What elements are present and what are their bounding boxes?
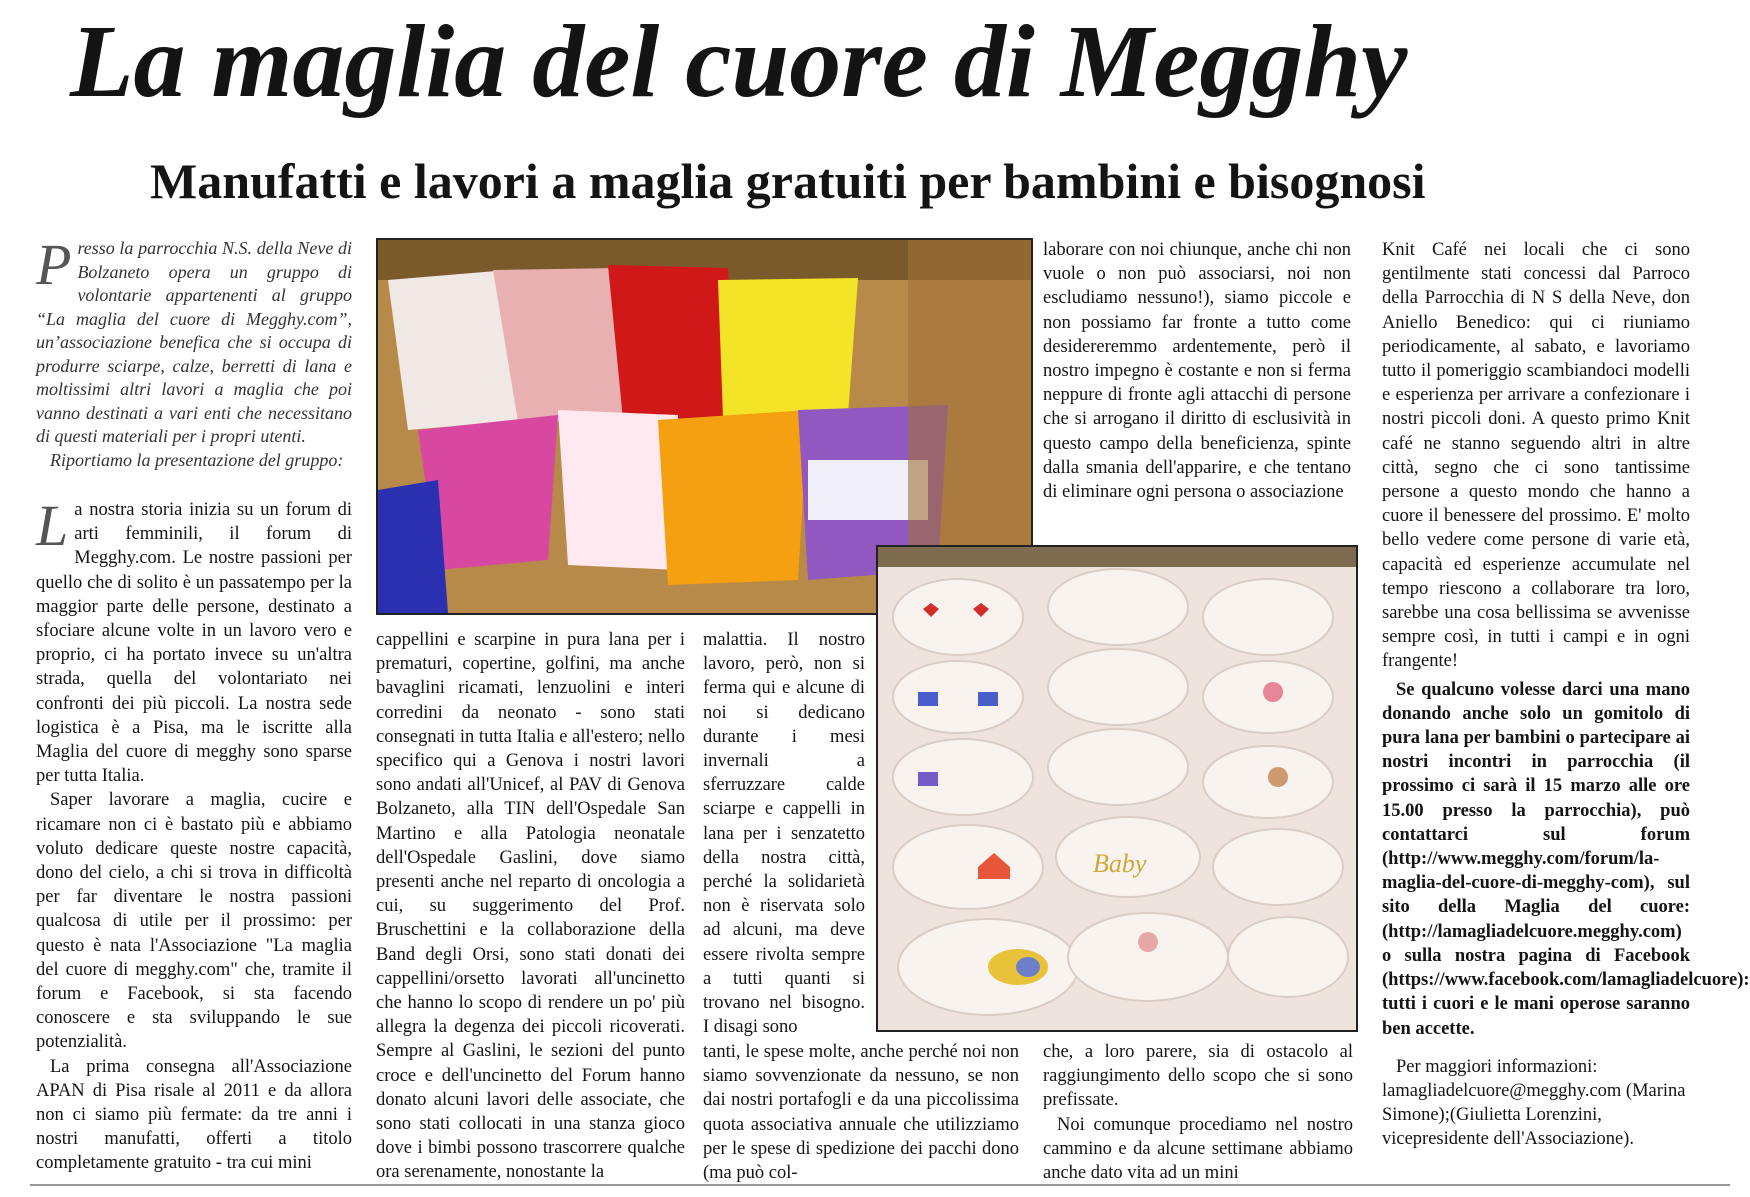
body-paragraph-col3-bottom: tanti, le spese molte, anche perché noi non siamo sovvenzionate da nessuno, se non dai nostri portafogli e da una piccolissima quota associativa annuale che utilizziamo per le spese di spedizione dei pacchi dono (ma può col- [703,1042,1019,1184]
svg-text:Baby: Baby [1093,849,1147,878]
column-3 [703,628,865,1038]
body-paragraph-col3: malattia. Il nostro lavoro, però, non si ferma qui e alcune di noi si dedicano durante i mesi invernali a sferruzzare calde sciarpe e cappelli in lana per i senzatetto della nostra città, perché la solidarietà non è riservata solo ad alcuni, ma deve essere rivolta sempre a tutti quanti si trovano nel bisogno. I disagi sono [703,630,865,1038]
article-subhead: Manufatti e lavori a maglia gratuiti per bambini e bisognosi [150,153,1426,209]
body-paragraph-3: La prima consegna all'Associazione APAN di Pisa risale al 2011 e da allora non ci siamo più fermate: da tre anni i nostri manufatti, offerti a titolo completamente gratuito - tra cui mini [36,1056,352,1174]
body-paragraph-col4-top: laborare con noi chiunque, anche chi non vuole o non può associarsi, noi non escludiamo nessuno!), siamo piccole e non possiamo far fronte a tutto come desidereremmo ardentemente, però il nostro impegno è costante e non si ferma neppure di fronte agli attacchi di persone che si arrogano il diritto di esclusività in questo campo della beneficienza, spinte dalla smania dell'apparire, e che tentano di eliminare ogni persona o associazione [1043,240,1351,503]
column-3-bottom [703,1040,1019,1188]
column-1 [36,232,352,1187]
column-5 [1382,238,1750,1188]
body-paragraph-2: Saper lavorare a maglia, cucire e ricamare non ci è bastato più e abbiamo voluto dedicare queste nostre capacità, dono del cielo, a chi si trova in difficoltà per far diventare le nostra passioni qualcosa di utile per il prossimo: per questo è nata l'Associazione "La maglia del cuore di megghy.com" che, tramite il forum e Facebook, si sta facendo conoscere e sta sviluppando le sue potenzialità. [36,790,352,1053]
body-paragraph-1: La nostra storia inizia su un forum di arti femminili, il forum di Megghy.com. Le nostre passioni per quello che di solito è un passatempo per la maggior parte delle persone, destinato a sfociare alcune volte in un lavoro vero e proprio, ci ha portato invece su un'altra strada, quella del volontariato nei confronti dei più piccoli. La nostra sede logistica è a Pisa, ma le iscritte alla Maglia del cuore di megghy sono sparse per tutta Italia. [36,493,352,787]
embroidered-bibs-photo [876,545,1358,1032]
body-paragraph-col4-bottom-2: Noi comunque procediamo nel nostro cammino e da alcune settimane abbiamo anche dato vita ad un mini [1043,1114,1353,1184]
intro-paragraph-2: Riportiamo la presentazione del gruppo: [50,449,344,470]
intro-paragraph: Presso la parrocchia N.S. della Neve di Bolzaneto opera un gruppo di volontarie appartenenti al gruppo “La maglia del cuore di Megghy.com”, un’associazione benefica che si occupa di produrre sciarpe, calze, berretti di lana e moltissimi altri lavori a maglia che poi vanno destinati a vari enti che necessitano di questi materiali per i propri utenti. [36,232,352,446]
embroidered-bibs-image [878,547,1356,1030]
contacts-paragraph: Per maggiori informazioni: lamagliadelcuore@megghy.com (Marina Simone);(Giulietta Lorenzini, vicepresidente dell'Associazione). [1382,1056,1686,1150]
column-4-top [1043,238,1351,518]
body-paragraph-col5: Knit Café nei locali che ci sono gentilmente stati concessi dal Parroco della Parrocchia di N S della Neve, don Aniello Benedico: qui ci riuniamo periodicamente, al sabato, e lavoriamo tutto il pomeriggio scambiandoci modelli e esperienza per arrivare a confezionare i nostri piccoli doni. A questo primo Knit café ne stanno seguendo altri in altre città, segno che ci sono tantissime persone a questo mondo che hanno a cuore il benessere del prossimo. E' molto bello vedere come persone di varie età, capacità ed esperienze accumulate nel tempo riescono a collaborare tra loro, sarebbe una cosa bellissima se avvenisse sempre così, in tutti i campi e in ogni frangente! [1382,240,1690,672]
column-2 [376,628,685,1188]
bottom-rule [30,1184,1730,1186]
body-paragraph-col4-bottom-1: che, a loro parere, sia di ostacolo al raggiungimento dello scopo che si sono prefissate. [1043,1042,1353,1111]
article-headline: La maglia del cuore di Megghy [70,4,1408,119]
column-4-bottom [1043,1040,1353,1188]
body-paragraph-col5-bold: Se qualcuno volesse darci una mano donando anche solo un gomitolo di pura lana per bambini o partecipare ai nostri incontri in parrocchia (il prossimo ci sarà il 15 marzo alle ore 15.00 presso la parrocchia), può contattarci sul forum (http://www.megghy.com/forum/la-maglia-del-cuore-di-megghy-com), sul sito della Maglia del cuore:(http://lamagliadelcuore.megghy.com) o sulla nostra pagina di Facebook (https://www.facebook.com/lamagliadelcuore): tutti i cuori e le mani operose saranno ben accette. [1382,679,1750,1039]
body-paragraph-col2: cappellini e scarpine in pura lana per i prematuri, copertine, golfini, ma anche bavaglini ricamati, lenzuolini e interi corredini da neonato - sono stati consegnati in tutta Italia e all'estero; nello specifico qui a Genova i nostri lavori sono andati all'Unicef, al PAV di Genova Bolzaneto, alla TIN dell'Ospedale San Martino e alla Patologia neonatale dell'Ospedale Gaslini, dove siamo presenti anche nel reparto di oncologia a cui, su suggerimento del Prof. Bruschettini e la collaborazione della Band degli Orsi, sono stati donati dei cappellini/orsetto lavorati all'uncinetto che hanno lo scopo di rendere un po' più allegra la degenza dei piccoli ricoverati. Sempre al Gaslini, le sezioni del punto croce e dell'uncinetto del Forum hanno donato alcuni lavori delle associate, che sono stati collocati in una stanza gioco dove i bimbi possono trascorrere qualche ora serenamente, nonostante la [376,630,685,1183]
